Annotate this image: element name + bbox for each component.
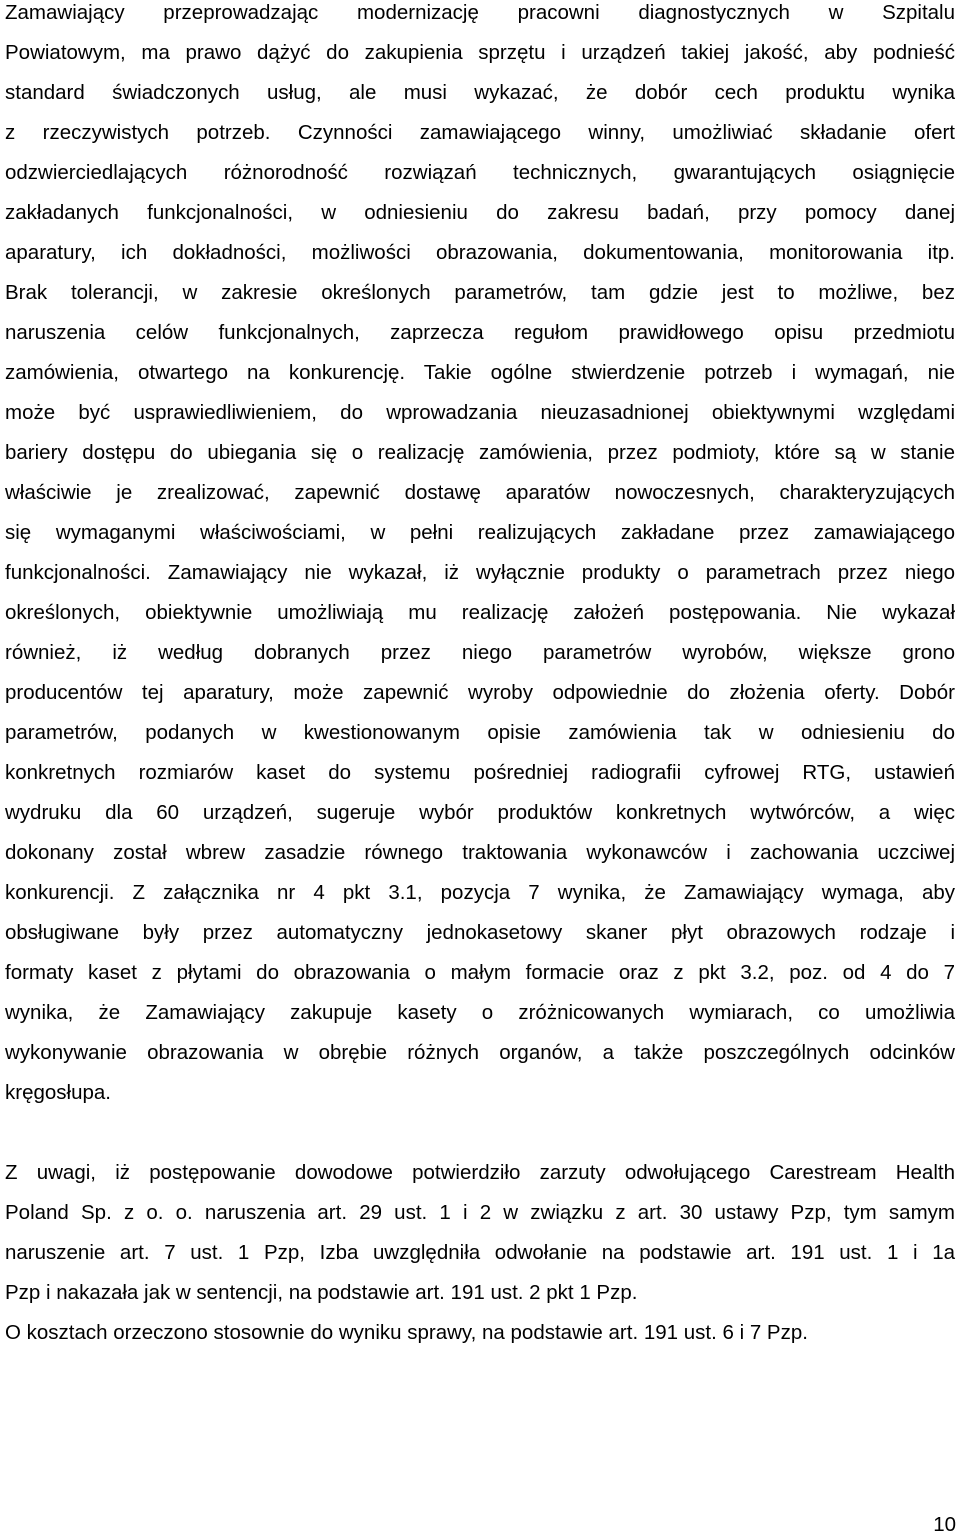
- text-line: wynika, że Zamawiający zakupuje kasety o zróżnicowanych wymiarach, co umożliwia: [5, 1001, 955, 1024]
- text-line: producentów tej aparatury, może zapewnić wyroby odpowiednie do złożenia oferty. Dobór: [5, 681, 955, 704]
- text-line: odzwierciedlających różnorodność rozwiązań technicznych, gwarantujących osiągnięcie: [5, 161, 955, 184]
- text-line: się wymaganymi właściwościami, w pełni realizujących zakładane przez zamawiającego: [5, 521, 955, 544]
- text-line: formaty kaset z płytami do obrazowania o małym formacie oraz z pkt 3.2, poz. od 4 do 7: [5, 961, 955, 984]
- text-line: Zamawiający przeprowadzając modernizację pracowni diagnostycznych w Szpitalu: [5, 1, 955, 24]
- text-line: bariery dostępu do ubiegania się o realizację zamówienia, przez podmioty, które są w stanie: [5, 441, 955, 464]
- text-line: z rzeczywistych potrzeb. Czynności zamawiającego winny, umożliwiać składanie ofert: [5, 121, 955, 144]
- page-number: 10: [933, 1513, 956, 1536]
- text-line: obsługiwane były przez automatyczny jednokasetowy skaner płyt obrazowych rodzaje i: [5, 921, 955, 944]
- text-line: zamówienia, otwartego na konkurencję. Takie ogólne stwierdzenie potrzeb i wymagań, nie: [5, 361, 955, 384]
- text-line: wydruku dla 60 urządzeń, sugeruje wybór produktów konkretnych wytwórców, a więc: [5, 801, 955, 824]
- text-line: Brak tolerancji, w zakresie określonych parametrów, tam gdzie jest to możliwe, bez: [5, 281, 955, 304]
- text-line: Z uwagi, iż postępowanie dowodowe potwierdziło zarzuty odwołującego Carestream Health: [5, 1161, 955, 1184]
- text-line: parametrów, podanych w kwestionowanym opisie zamówienia tak w odniesieniu do: [5, 721, 955, 744]
- text-line: Poland Sp. z o. o. naruszenia art. 29 ust. 1 i 2 w związku z art. 30 ustawy Pzp, tym samym: [5, 1201, 955, 1224]
- text-line: może być usprawiedliwieniem, do wprowadzania nieuzasadnionej obiektywnymi względami: [5, 401, 955, 424]
- text-line: standard świadczonych usług, ale musi wykazać, że dobór cech produktu wynika: [5, 81, 955, 104]
- text-line: naruszenia celów funkcjonalnych, zaprzecza regułom prawidłowego opisu przedmiotu: [5, 321, 955, 344]
- text-line: konkurencji. Z załącznika nr 4 pkt 3.1, pozycja 7 wynika, że Zamawiający wymaga, aby: [5, 881, 955, 904]
- text-line: funkcjonalności. Zamawiający nie wykazał, iż wyłącznie produkty o parametrach przez niego: [5, 561, 955, 584]
- text-line: kręgosłupa.: [5, 1081, 111, 1104]
- text-line: O kosztach orzeczono stosownie do wyniku sprawy, na podstawie art. 191 ust. 6 i 7 Pzp.: [5, 1321, 808, 1344]
- text-line: naruszenie art. 7 ust. 1 Pzp, Izba uwzględniła odwołanie na podstawie art. 191 ust. 1 i 1a: [5, 1241, 955, 1264]
- text-line: zakładanych funkcjonalności, w odniesieniu do zakresu badań, przy pomocy danej: [5, 201, 955, 224]
- text-line: Powiatowym, ma prawo dążyć do zakupienia sprzętu i urządzeń takiej jakość, aby podnieść: [5, 41, 955, 64]
- text-line: konkretnych rozmiarów kaset do systemu pośredniej radiografii cyfrowej RTG, ustawień: [5, 761, 955, 784]
- text-line: również, iż według dobranych przez niego parametrów wyrobów, większe grono: [5, 641, 955, 664]
- text-line: Pzp i nakazała jak w sentencji, na podstawie art. 191 ust. 2 pkt 1 Pzp.: [5, 1281, 638, 1304]
- text-line: aparatury, ich dokładności, możliwości obrazowania, dokumentowania, monitorowania itp.: [5, 241, 955, 264]
- text-line: dokonany został wbrew zasadzie równego traktowania wykonawców i zachowania uczciwej: [5, 841, 955, 864]
- text-line: wykonywanie obrazowania w obrębie różnych organów, a także poszczególnych odcinków: [5, 1041, 955, 1064]
- text-line: określonych, obiektywnie umożliwiają mu realizację założeń postępowania. Nie wykazał: [5, 601, 955, 624]
- text-line: właściwie je zrealizować, zapewnić dostawę aparatów nowoczesnych, charakteryzujących: [5, 481, 955, 504]
